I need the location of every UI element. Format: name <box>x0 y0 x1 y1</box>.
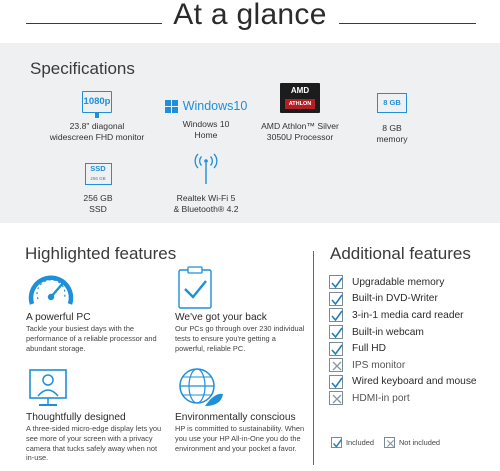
windows-logo-icon: Windows10 <box>165 100 248 113</box>
amd-athlon-badge-icon: AMD ATHLON <box>280 83 320 113</box>
ssd-icon: SSD 256 GB <box>85 163 112 185</box>
included-check-icon <box>329 292 343 306</box>
additional-features-list <box>329 274 477 407</box>
feature-name: Environmentally conscious <box>175 412 296 423</box>
feature-label: Wired keyboard and mouse <box>352 376 477 388</box>
included-check-icon <box>329 375 343 389</box>
legend-not-included-label: Not included <box>398 438 441 447</box>
feature-description: Tackle your busiest days with the performance of a reliable processor and abundant storage. <box>26 324 157 353</box>
header-rule-right <box>339 23 476 24</box>
included-check-icon <box>329 342 343 356</box>
spec-monitor <box>38 83 156 142</box>
not-included-cross-icon <box>384 437 395 448</box>
feature-label: 3-in-1 media card reader <box>352 309 464 321</box>
specifications-heading: Specifications <box>30 59 135 78</box>
feature-label: Built-in DVD-Writer <box>352 293 438 305</box>
spec-os-label: Windows 10 Home <box>182 119 230 140</box>
included-check-icon <box>329 308 343 322</box>
feature-label: Built-in webcam <box>352 326 424 338</box>
spec-processor-label: AMD Athlon™ Silver 3050U Processor <box>261 121 339 142</box>
spec-wireless <box>160 155 252 214</box>
feature-description: HP is committed to sustainability. When you use your HP All-in-One you do the environment and your pocket a favor. <box>175 424 305 453</box>
list-item <box>329 307 477 324</box>
header-rule-left <box>26 23 162 24</box>
page-title: At a glance <box>173 0 327 31</box>
spec-memory-label: 8 GB memory <box>376 123 408 144</box>
highlighted-features-heading: Highlighted features <box>25 244 177 263</box>
page-header <box>0 0 500 42</box>
feature-got-your-back <box>175 266 305 353</box>
feature-description: A three-sided micro-edge display lets you see more of your screen with a privacy camera that tucks safely away when not in-use. <box>26 424 162 463</box>
spec-storage <box>58 155 138 214</box>
list-item <box>329 274 477 291</box>
list-item <box>329 340 477 357</box>
features-legend <box>331 437 440 448</box>
person-display-icon <box>26 366 76 410</box>
included-check-icon <box>329 325 343 339</box>
section-divider <box>313 251 314 465</box>
speedometer-icon <box>26 266 76 310</box>
additional-features-heading: Additional features <box>330 244 471 263</box>
monitor-icon: 1080p <box>82 91 112 113</box>
feature-name: A powerful PC <box>26 312 91 323</box>
list-item <box>329 357 477 374</box>
not-included-cross-icon <box>329 391 343 405</box>
feature-powerful-pc <box>26 266 164 353</box>
feature-label: IPS monitor <box>352 359 406 371</box>
spec-storage-label: 256 GB SSD <box>83 193 113 214</box>
feature-label: HDMI-in port <box>352 392 410 404</box>
feature-name: We've got your back <box>175 312 267 323</box>
feature-name: Thoughtfully designed <box>26 412 126 423</box>
list-item <box>329 291 477 308</box>
included-check-icon <box>329 275 343 289</box>
specifications-band <box>0 43 500 223</box>
spec-memory <box>352 83 432 144</box>
wifi-antenna-icon <box>193 153 219 185</box>
feature-description: Our PCs go through over 230 individual tests to ensure you're getting a powerful, reliable PC. <box>175 324 305 353</box>
spec-monitor-label: 23.8" diagonal widescreen FHD monitor <box>49 121 145 142</box>
not-included-cross-icon <box>329 358 343 372</box>
feature-thoughtfully-designed <box>26 366 164 463</box>
spec-os <box>160 83 252 140</box>
spec-wireless-label: Realtek Wi-Fi 5 & Bluetooth® 4.2 <box>173 193 239 214</box>
list-item <box>329 374 477 391</box>
included-check-icon <box>331 437 342 448</box>
feature-label: Upgradable memory <box>352 276 445 288</box>
memory-chip-icon: 8 GB <box>377 93 407 113</box>
legend-included-label: Included <box>346 438 374 447</box>
spec-processor <box>252 83 348 142</box>
list-item <box>329 390 477 407</box>
list-item <box>329 324 477 341</box>
globe-leaf-icon <box>175 366 225 410</box>
feature-label: Full HD <box>352 343 386 355</box>
feature-environmentally-conscious <box>175 366 305 453</box>
clipboard-check-icon <box>175 266 225 310</box>
